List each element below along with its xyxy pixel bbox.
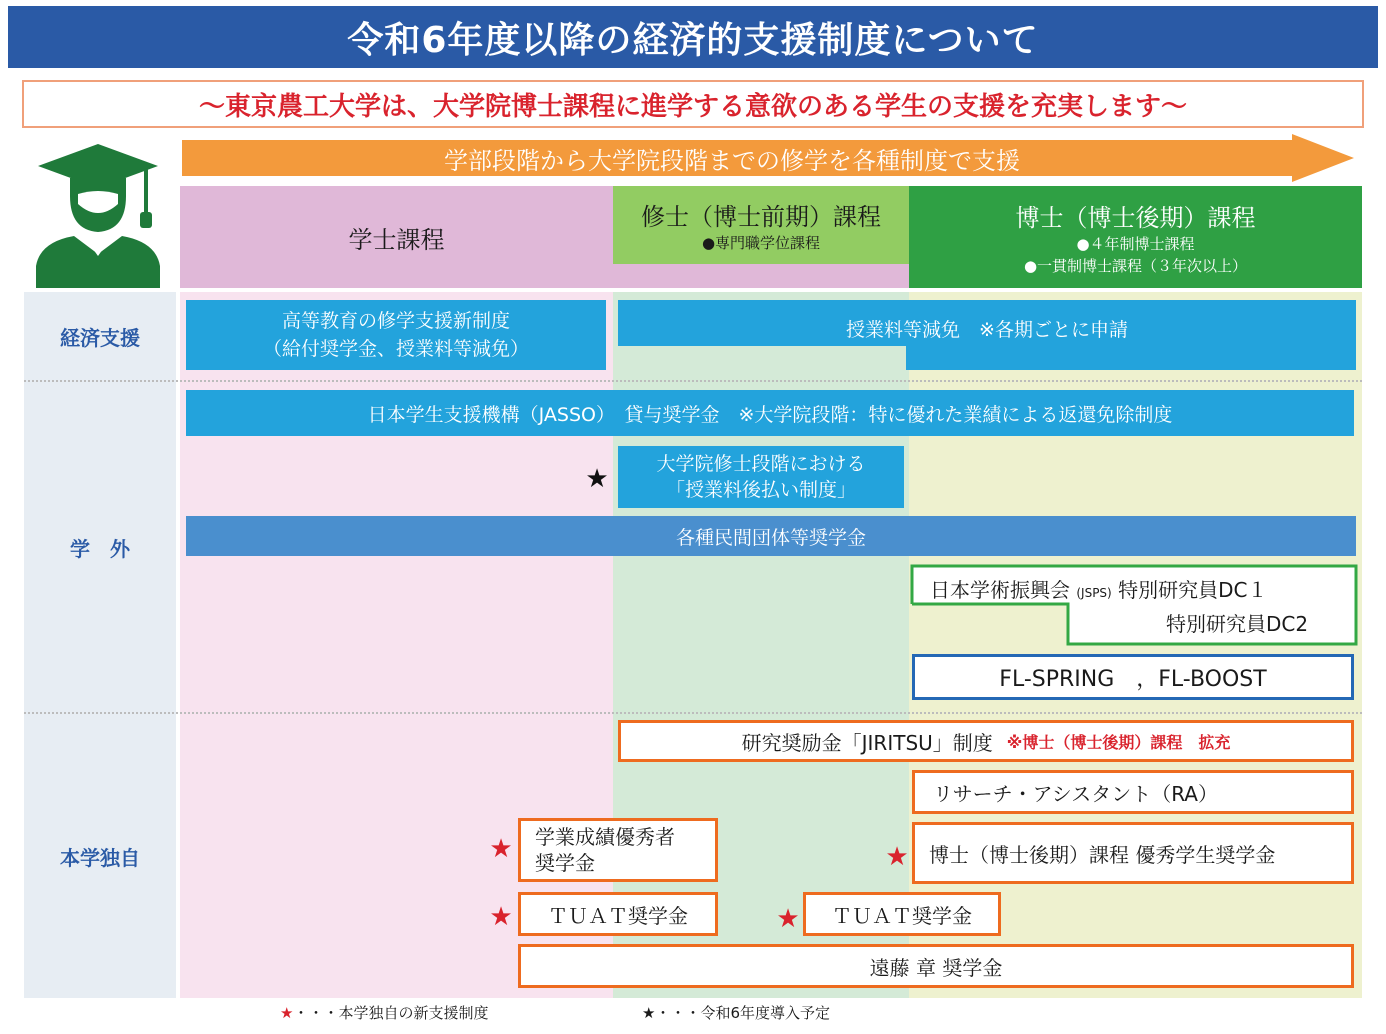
red-star-icon: ★ [489,834,513,864]
ra-box: リサーチ・アシスタント（RA） [912,770,1354,814]
column-master [613,186,909,264]
red-star-icon: ★ [885,842,909,872]
subtitle-banner: ～東京農工大学は、大学院博士課程に進学する意欲のある学生の支援を充実します～ [22,80,1364,128]
jiritsu-box [618,720,1354,762]
column-doctor [909,186,1362,288]
deferred-tuition-line-2: 「授業料後払い制度」 [665,479,856,501]
graduate-cap-person-icon [30,138,166,288]
fl-program-box: FL-SPRING ，FL-BOOST [912,654,1354,700]
new-support-system-line-2: （給付奨学金、授業料等減免） [262,338,529,360]
deferred-tuition-bar [618,446,904,508]
legend-black-star-icon: ★ [642,1004,656,1022]
black-star-icon: ★ [585,464,609,494]
column-bachelor [180,186,613,288]
column-master-note: ●専門職学位課程 [701,233,821,252]
academic-excellence-line-1: 学業成績優秀者 [535,825,675,849]
jsps-name: 日本学術振興会 [930,578,1070,602]
jsps-dc1-label [930,574,1267,603]
column-master-title: 修士（博士前期）課程 [641,202,881,231]
page-title: 令和6年度以降の経済的支援制度について [8,6,1378,68]
row-label-internal: 本学独自 [60,845,140,870]
doctor-excellence-box: 博士（博士後期）課程 優秀学生奨学金 [912,822,1354,884]
legend-new-system [280,1002,488,1023]
legend-black-text: ・・・令和6年度導入予定 [655,1004,830,1022]
column-doctor-title: 博士（博士後期）課程 [1015,203,1256,232]
column-doctor-note-1: ●４年制博士課程 [1076,234,1195,253]
legend-red-star-icon: ★ [280,1004,294,1022]
row-label-external: 学 外 [70,536,130,561]
red-star-icon: ★ [489,902,513,932]
column-bachelor-title: 学士課程 [348,225,445,254]
jsps-abbr: (JSPS) [1076,586,1112,600]
row-separator [24,712,1362,714]
academic-excellence-line-2: 奨学金 [535,851,595,875]
row-label-economic: 経済支援 [60,325,140,350]
tuat-scholarship-master-box: ＴＵＡＴ奨学金 [803,892,1001,936]
row-separator [24,380,1362,382]
jiritsu-label: 研究奨励金「JIRITSU」制度 [741,730,993,755]
arrow-label: 学部段階から大学院段階までの修学を各種制度で支援 [444,146,1020,175]
red-star-icon: ★ [776,904,800,934]
private-scholarships-bar: 各種民間団体等奨学金 [186,516,1356,556]
jsps-dc1: 特別研究員DC１ [1118,578,1268,602]
new-support-system-bar [186,300,606,370]
legend-red-text: ・・・本学独自の新支援制度 [293,1004,489,1022]
academic-excellence-box [518,818,718,882]
endo-scholarship-box: 遠藤 章 奨学金 [518,944,1354,988]
jasso-loan-bar: 日本学生支援機構（JASSO） 貸与奨学金 ※大学院段階：特に優れた業績による返還免除制度 [186,390,1354,436]
legend-planned [642,1002,830,1023]
jsps-dc2-label: 特別研究員DC2 [1166,612,1309,636]
tuition-exemption-label: 授業料等減免 ※各期ごとに申請 [846,318,1128,341]
column-master-gap [613,264,909,288]
new-support-system-line-1: 高等教育の修学支援新制度 [281,310,510,332]
column-doctor-note-2: ●一貫制博士課程（３年次以上） [1023,256,1248,275]
jiritsu-note: ※博士（博士後期）課程 拡充 [1006,732,1231,752]
deferred-tuition-line-1: 大学院修士段階における [656,453,866,475]
tuat-scholarship-bachelor-box: ＴＵＡＴ奨学金 [518,892,718,936]
